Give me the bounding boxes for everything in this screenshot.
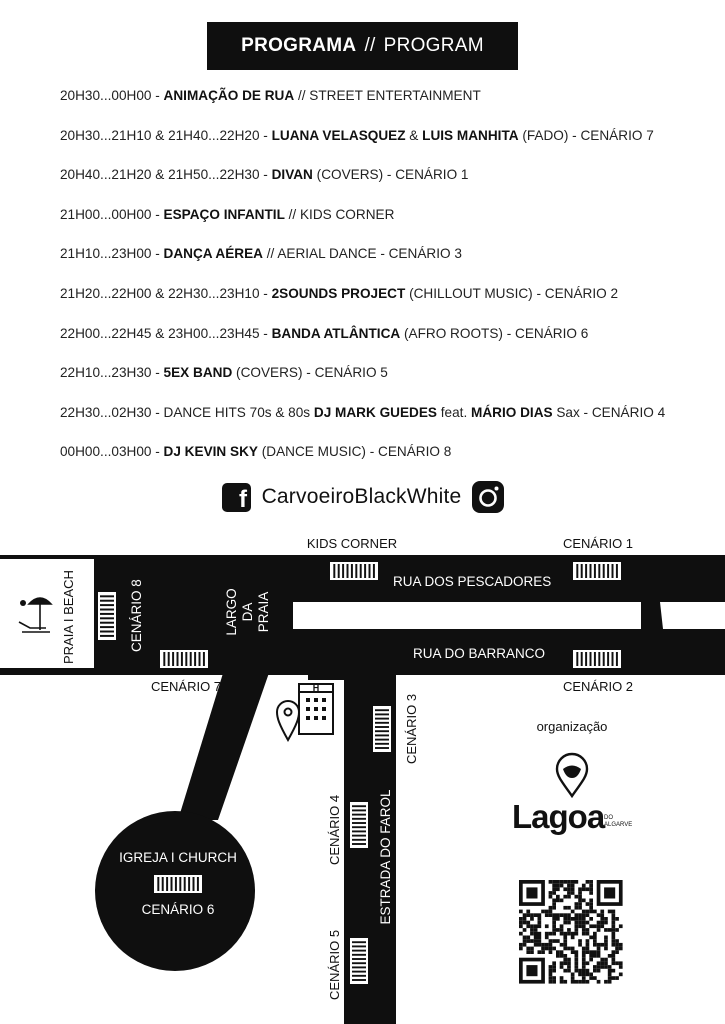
hotel-location-icon	[277, 683, 333, 740]
title-pt: PROGRAMA	[241, 35, 357, 56]
program-text: (DANCE MUSIC) - CENÁRIO 8	[257, 444, 452, 460]
program-text: // AERIAL DANCE - CENÁRIO 3	[262, 246, 462, 262]
program-text: (CHILLOUT MUSIC) - CENÁRIO 2	[405, 285, 619, 301]
program-text: 20H30...21H10 & 21H40...22H20 -	[60, 127, 272, 143]
program-row	[60, 205, 720, 245]
program-act-name: DANÇA AÉREA	[163, 246, 263, 262]
program-row	[60, 284, 720, 324]
program-act-name: 2SOUNDS PROJECT	[271, 285, 406, 301]
program-row	[60, 126, 720, 166]
program-text: 00H00...03H00 -	[60, 444, 164, 460]
program-row	[60, 403, 720, 443]
stage-icon-cenario-2	[573, 650, 621, 668]
label-cenario-1: CENÁRIO 1	[562, 536, 634, 551]
program-act-name: DJ MARK GUEDES	[313, 404, 437, 420]
program-act-name: LUIS MANHITA	[422, 127, 519, 143]
street-estrada-farol: ESTRADA DO FAROL	[378, 789, 393, 925]
program-text: 22H30...02H30 - DANCE HITS 70s & 80s	[60, 404, 314, 420]
title-banner	[207, 22, 518, 70]
qr-code-icon[interactable]	[519, 880, 623, 984]
stage-icon-cenario-1	[573, 562, 621, 580]
svg-text:H: H	[312, 683, 320, 693]
label-kids-corner: KIDS CORNER	[306, 536, 398, 551]
program-act-name: BANDA ATLÂNTICA	[271, 325, 401, 341]
program-act-name: 5EX BAND	[163, 365, 233, 381]
social-handle[interactable]: CarvoeiroBlackWhite	[261, 485, 462, 508]
program-text: // STREET ENTERTAINMENT	[294, 88, 481, 103]
street-rua-barranco: RUA DO BARRANCO	[413, 646, 546, 661]
facebook-icon[interactable]: f	[222, 483, 251, 512]
label-cenario-6: CENÁRIO 6	[141, 902, 215, 917]
street-rua-pescadores: RUA DOS PESCADORES	[393, 574, 552, 589]
label-cenario-8: CENÁRIO 8	[129, 579, 144, 652]
social-bar	[222, 480, 504, 514]
program-act-name: ANIMAÇÃO DE RUA	[163, 88, 295, 103]
label-cenario-2: CENÁRIO 2	[562, 679, 634, 694]
program-text: 20H40...21H20 & 21H50...22H30 -	[60, 167, 272, 183]
label-cenario-4: CENÁRIO 4	[327, 794, 342, 865]
lagoa-logo-text: Lagoa	[512, 798, 605, 835]
stage-icon-cenario-7	[160, 650, 208, 668]
stage-icon-cenario-4	[350, 802, 368, 848]
program-row	[60, 324, 720, 364]
program-text: &	[405, 127, 423, 143]
stage-icon-cenario-3	[373, 706, 391, 752]
program-act-name: ESPAÇO INFANTIL	[163, 206, 285, 222]
program-text: 22H00...22H45 & 23H00...23H45 -	[60, 325, 272, 341]
instagram-icon[interactable]	[472, 481, 504, 513]
program-text: 21H10...23H00 -	[60, 246, 164, 262]
program-text: 22H10...23H30 -	[60, 365, 164, 381]
program-act-name: DJ KEVIN SKY	[163, 444, 258, 460]
street-map	[0, 520, 725, 1024]
program-text: (COVERS) - CENÁRIO 1	[312, 167, 469, 183]
label-cenario-5: CENÁRIO 5	[327, 929, 342, 1000]
title-en: PROGRAM	[383, 35, 484, 56]
lagoa-logo-icon	[512, 754, 632, 835]
largo-line1: LARGO	[224, 588, 239, 636]
program-text: 21H20...22H00 & 22H30...23H10 -	[60, 285, 272, 301]
program-row	[60, 363, 720, 403]
label-cenario-3: CENÁRIO 3	[404, 693, 419, 764]
program-row	[60, 165, 720, 205]
lagoa-logo-sub2: ALGARVE	[604, 822, 633, 828]
program-row	[60, 86, 720, 126]
stage-icon-cenario-5	[350, 938, 368, 984]
program-text: // KIDS CORNER	[284, 206, 395, 222]
largo-line3: PRAIA	[256, 591, 271, 633]
beach-label: PRAIA I BEACH	[61, 570, 76, 664]
program-text: Sax - CENÁRIO 4	[552, 404, 666, 420]
label-cenario-7: CENÁRIO 7	[150, 679, 222, 694]
block-between-streets	[293, 602, 641, 629]
program-text: (FADO) - CENÁRIO 7	[518, 127, 654, 143]
program-list	[60, 86, 720, 482]
organizer-label: organização	[536, 719, 608, 734]
program-act-name: LUANA VELASQUEZ	[271, 127, 406, 143]
program-act-name: DIVAN	[271, 167, 313, 183]
church-label: IGREJA I CHURCH	[119, 850, 237, 865]
stage-icon-kids-corner	[330, 562, 378, 580]
program-text: feat.	[437, 404, 472, 420]
title-separator: //	[364, 35, 376, 56]
program-text: (COVERS) - CENÁRIO 5	[232, 365, 388, 381]
program-row	[60, 442, 720, 482]
largo-line2: DA	[240, 602, 255, 622]
beach-box	[0, 559, 94, 668]
program-row	[60, 244, 720, 284]
program-text: 21H00...00H00 -	[60, 206, 164, 222]
lagoa-logo-sub1: DO	[604, 815, 613, 821]
program-text: 20H30...00H00 -	[60, 88, 164, 103]
program-act-name: MÁRIO DIAS	[471, 404, 553, 420]
stage-icon-cenario-8	[98, 592, 116, 640]
stage-icon-cenario-6	[154, 875, 202, 893]
program-text: (AFRO ROOTS) - CENÁRIO 6	[400, 325, 589, 341]
